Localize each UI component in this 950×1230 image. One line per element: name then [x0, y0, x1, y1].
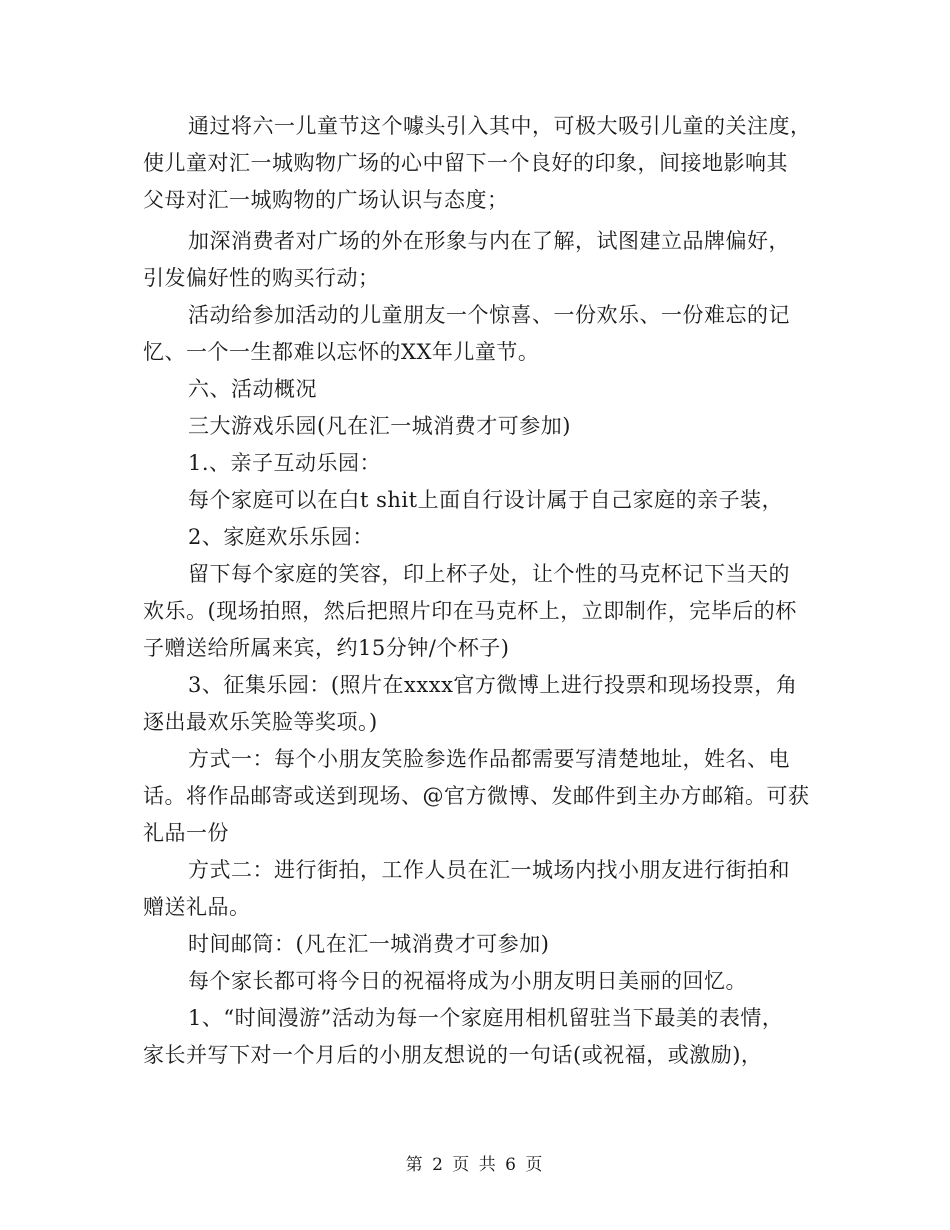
paragraph-line: 时间邮筒：(凡在汇一城消费才可参加) [188, 932, 550, 956]
page-number-footer: 第 2 页 共 6 页 [405, 1155, 545, 1175]
paragraph-line: 方式一：每个小朋友笑脸参选作品都需要写清楚地址，姓名、电 [188, 747, 790, 771]
paragraph-line: 忆、一个一生都难以忘怀的XX年儿童节。 [143, 340, 540, 364]
paragraph-line: 赠送礼品。 [143, 895, 251, 919]
list-item: 3、征集乐园：(照片在xxxx官方微博上进行投票和现场投票，角 [188, 673, 798, 697]
paragraph-line: 每个家长都可将今日的祝福将成为小朋友明日美丽的回忆。 [188, 969, 747, 993]
paragraph-line: 逐出最欢乐笑脸等奖项。) [143, 710, 378, 734]
paragraph-line: 父母对汇一城购物的广场认识与态度； [143, 188, 509, 212]
paragraph-line: 话。将作品邮寄或送到现场、@官方微博、发邮件到主办方邮箱。可获 [143, 784, 810, 808]
paragraph-line: 使儿童对汇一城购物广场的心中留下一个良好的印象，间接地影响其 [143, 151, 788, 175]
paragraph-line: 方式二：进行街拍，工作人员在汇一城场内找小朋友进行街拍和 [188, 858, 790, 882]
paragraph-line: 每个家庭可以在白t shit上面自行设计属于自己家庭的亲子装， [188, 488, 784, 512]
paragraph-line: 子赠送给所属来宾，约15分钟/个杯子) [143, 636, 510, 660]
paragraph-line: 加深消费者对广场的外在形象与内在了解，试图建立品牌偏好， [188, 229, 790, 253]
list-item: 1、“时间漫游”活动为每一个家庭用相机留驻当下最美的表情， [188, 1006, 784, 1030]
paragraph-line: 活动给参加活动的儿童朋友一个惊喜、一份欢乐、一份难忘的记 [188, 303, 790, 327]
section-heading: 六、活动概况 [188, 377, 317, 401]
paragraph-line: 通过将六一儿童节这个噱头引入其中，可极大吸引儿童的关注度， [188, 114, 812, 138]
paragraph-line: 礼品一份 [143, 821, 229, 845]
paragraph-line: 引发偏好性的购买行动； [143, 266, 380, 290]
list-item: 1.、亲子互动乐园： [188, 451, 382, 475]
list-item: 2、家庭欢乐乐园： [188, 525, 374, 549]
paragraph-line: 三大游戏乐园(凡在汇一城消费才可参加) [188, 414, 571, 438]
paragraph-line: 家长并写下对一个月后的小朋友想说的一句话(或祝福，或激励)， [143, 1043, 763, 1067]
paragraph-line: 欢乐。(现场拍照，然后把照片印在马克杯上，立即制作，完毕后的杯 [143, 599, 797, 623]
paragraph-line: 留下每个家庭的笑容，印上杯子处，让个性的马克杯记下当天的 [188, 562, 790, 586]
